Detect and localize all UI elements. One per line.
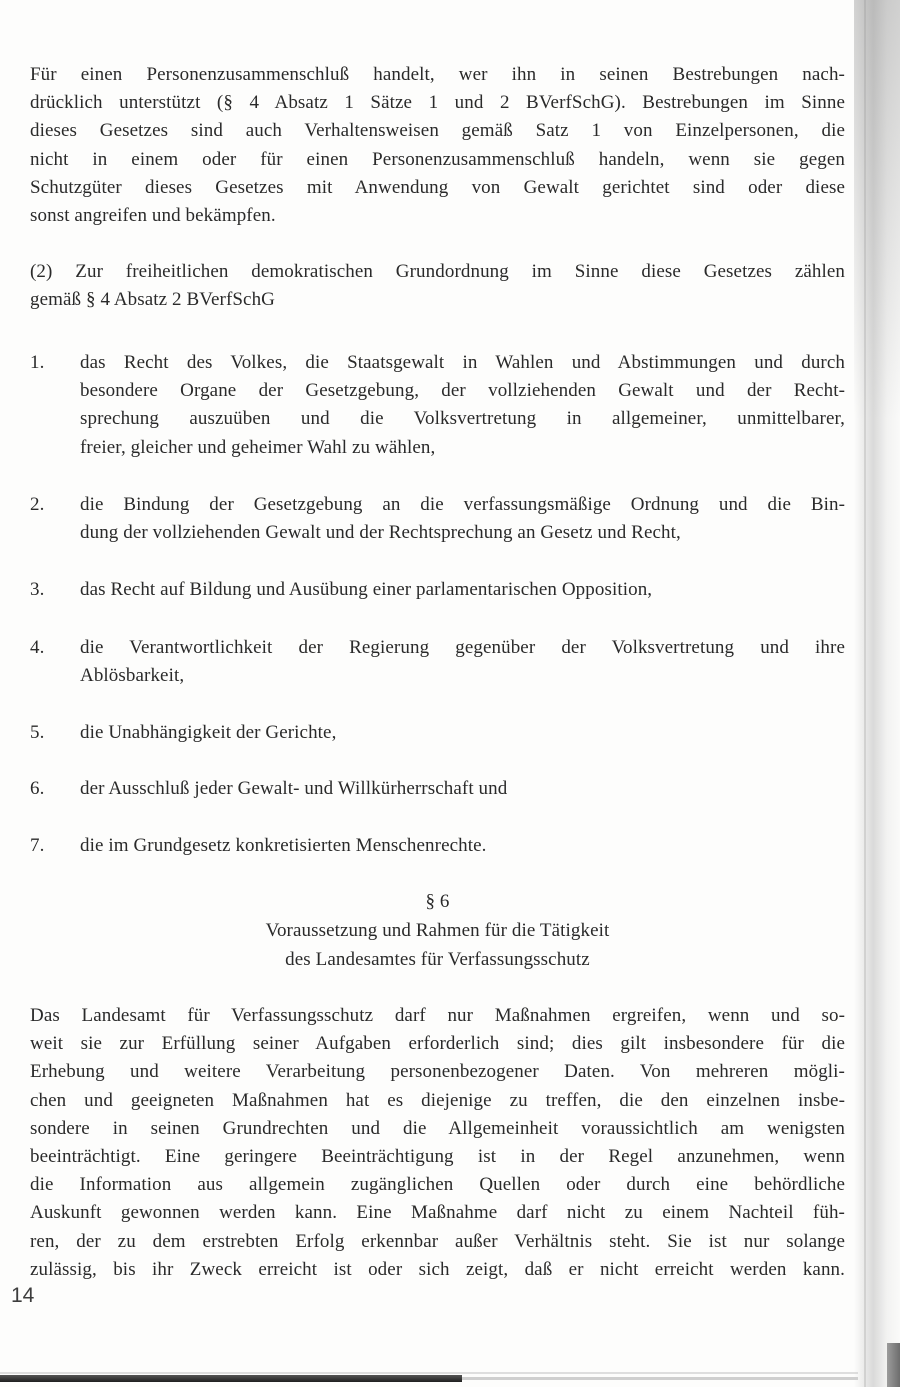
list-item-number: 7. <box>30 835 45 856</box>
list-item-number: 3. <box>30 579 45 600</box>
list-item-4 <box>30 634 845 690</box>
section-heading-paragraph-6 <box>30 887 845 974</box>
list-item-number: 2. <box>30 494 45 515</box>
text-line: weit sie zur Erfüllung seiner Aufgaben erforderlich sind; dies gilt insbesondere für die <box>30 1033 845 1055</box>
list-item-2 <box>30 491 845 547</box>
text-line: gemäß § 4 Absatz 2 BVerfSchG <box>30 289 276 311</box>
paragraph-absatz-2 <box>30 258 845 314</box>
scan-artifact-thin-line <box>0 1372 858 1374</box>
scan-artifact-corner <box>887 1343 900 1387</box>
text-line: der Ausschluß jeder Gewalt- und Willkürherrschaft und <box>80 778 508 799</box>
list-item-6 <box>30 775 845 803</box>
paragraph-landesamt-massnahmen <box>30 1002 845 1284</box>
text-line: dung der vollziehenden Gewalt und der Rechtsprechung an Gesetz und Recht, <box>80 522 681 544</box>
text-line: beeinträchtigt. Eine geringere Beeinträchtigung ist in der Regel anzunehmen, wenn <box>30 1146 845 1168</box>
text-line: sprechung auszuüben und die Volksvertretung in allgemeiner, unmittelbarer, <box>80 408 845 430</box>
text-line: drücklich unterstützt (§ 4 Absatz 1 Sätze 1 und 2 BVerfSchG). Bestrebungen im Sinne <box>30 92 845 114</box>
list-item-text <box>80 634 845 690</box>
list-item-1 <box>30 349 845 462</box>
text-line: die Bindung der Gesetzgebung an die verfassungsmäßige Ordnung und die Bin- <box>80 494 845 515</box>
text-line: Schutzgüter dieses Gesetzes mit Anwendung von Gewalt gerichtet sind oder diese <box>30 176 845 198</box>
list-item-number: 6. <box>30 778 45 799</box>
text-line: (2) Zur freiheitlichen demokratischen Grundordnung im Sinne diese Gesetzes zählen <box>30 261 845 282</box>
list-item-number: 5. <box>30 722 45 743</box>
text-line: ren, der zu dem erstrebten Erfolg erkennbar außer Verhältnis steht. Sie ist nur solange <box>30 1230 845 1252</box>
text-line: das Recht des Volkes, die Staatsgewalt in Wahlen und Abstimmungen und durch <box>80 352 845 373</box>
text-line: chen und geeigneten Maßnahmen hat es diejenige zu treffen, die den einzelnen insbe- <box>30 1089 845 1111</box>
text-line: das Recht auf Bildung und Ausübung einer parlamentarischen Opposition, <box>80 579 653 600</box>
text-line: Ablösbarkeit, <box>80 665 185 687</box>
text-line: Erhebung und weitere Verarbeitung personenbezogener Daten. Von mehreren mögli- <box>30 1061 845 1083</box>
list-item-number: 1. <box>30 352 45 373</box>
text-line: die Information aus allgemein zugänglichen Quellen oder durch eine behördliche <box>30 1174 845 1196</box>
text-line: freier, gleicher und geheimer Wahl zu wählen, <box>80 436 436 458</box>
text-line: besondere Organe der Gesetzgebung, der vollziehenden Gewalt und der Recht- <box>80 380 845 402</box>
list-item-5 <box>30 719 845 747</box>
list-item-number: 4. <box>30 637 45 658</box>
page-edge-shadow <box>854 0 900 1387</box>
page-number: 14 <box>11 1284 35 1307</box>
list-item-7 <box>30 832 845 860</box>
text-line: die Verantwortlichkeit der Regierung gegenüber der Volksvertretung und ihre <box>80 637 845 658</box>
list-item-3 <box>30 576 845 604</box>
text-line: Auskunft gewonnen werden kann. Eine Maßnahme darf nicht zu einem Nachteil füh- <box>30 1202 845 1224</box>
text-line: dieses Gesetzes sind auch Verhaltensweisen gemäß Satz 1 von Einzelpersonen, die <box>30 120 845 142</box>
scan-artifact-dark-bar <box>0 1375 462 1382</box>
text-line: sonst angreifen und bekämpfen. <box>30 205 276 227</box>
text-line: Voraussetzung und Rahmen für die Tätigkeit <box>265 920 610 941</box>
list-item-text <box>80 775 845 803</box>
text-line: des Landesamtes für Verfassungsschutz <box>285 949 590 970</box>
scan-artifact-light-bar <box>462 1377 858 1380</box>
list-item-text <box>80 491 845 547</box>
text-line: sondere in seinen Grundrechten und die Allgemeinheit voraussichtlich am wenigsten <box>30 1117 845 1139</box>
text-line: § 6 <box>425 891 450 912</box>
paragraph-bestrebungen <box>30 61 845 230</box>
list-item-text <box>80 719 845 747</box>
list-item-text <box>80 832 845 860</box>
text-line: Das Landesamt für Verfassungsschutz darf nur Maßnahmen ergreifen, wenn und so- <box>30 1005 845 1026</box>
text-line: zulässig, bis ihr Zweck erreicht ist oder sich zeigt, daß er nicht erreicht werden kann. <box>30 1258 845 1280</box>
text-line: Für einen Personenzusammenschluß handelt, wer ihn in seinen Bestrebungen nach- <box>30 64 845 85</box>
text-line: nicht in einem oder für einen Personenzusammenschluß handeln, wenn sie gegen <box>30 148 845 170</box>
text-line: die Unabhängigkeit der Gerichte, <box>80 722 337 743</box>
text-line: die im Grundgesetz konkretisierten Menschenrechte. <box>80 835 487 856</box>
list-item-text <box>80 576 845 604</box>
list-item-text <box>80 349 845 462</box>
